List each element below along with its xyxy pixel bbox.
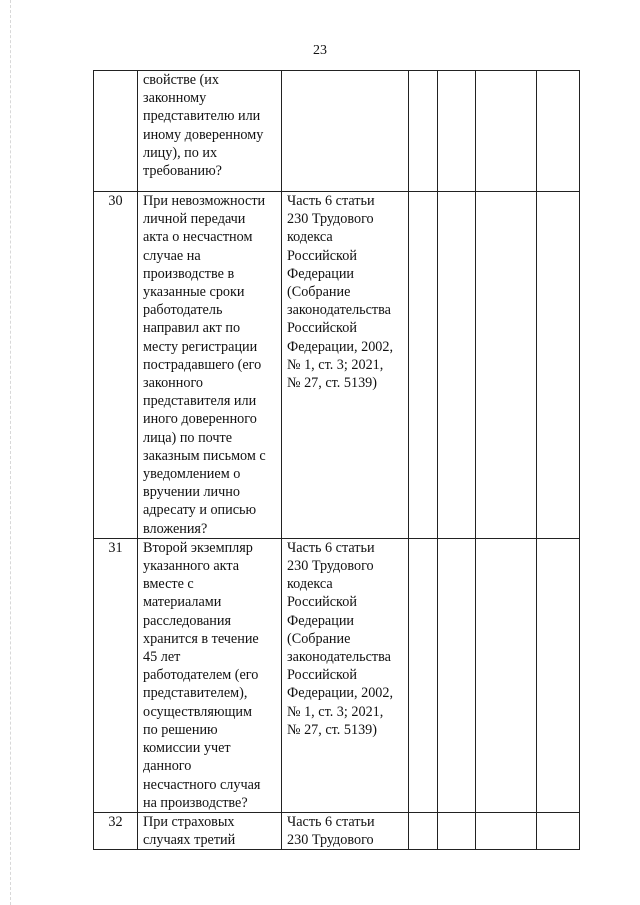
question-line: по решению: [143, 721, 218, 738]
question-line: представителя или: [143, 393, 257, 410]
question-line: работодатель: [143, 302, 223, 319]
answer-cell: [409, 538, 438, 812]
answer-cell: [438, 192, 476, 539]
question-line: работодателем (его: [143, 667, 259, 684]
question-line: направил акт по: [143, 320, 241, 337]
reference-line: Федерации, 2002,: [287, 685, 394, 702]
reference-line: законодательства: [287, 302, 391, 319]
question-line: хранится в течение: [143, 630, 259, 647]
question-line: месту регистрации: [143, 338, 258, 355]
reference-line: Российской: [287, 667, 357, 684]
question-cell: [138, 812, 282, 849]
answer-cell: [476, 192, 537, 539]
question-line: случаях третий: [143, 832, 236, 849]
question-line: указанные сроки: [143, 284, 245, 301]
question-line: законного: [143, 375, 204, 392]
reference-line: (Собрание: [287, 630, 351, 647]
table-row: [94, 71, 580, 192]
table-row: [94, 812, 580, 849]
answer-cell: [438, 812, 476, 849]
legal-reference-cell: [282, 192, 409, 539]
answer-cell: [438, 71, 476, 192]
reference-line: кодекса: [287, 576, 333, 593]
question-line: 45 лет: [143, 649, 181, 666]
question-line: иного доверенного: [143, 411, 257, 428]
question-line: личной передачи: [143, 211, 246, 228]
answer-cell: [476, 538, 537, 812]
question-line: несчастного случая: [143, 776, 261, 793]
question-cell: [138, 538, 282, 812]
question-line: заказным письмом с: [143, 447, 266, 464]
question-line: свойстве (их: [143, 72, 219, 88]
reference-line: законодательства: [287, 649, 391, 666]
question-line: иному доверенному: [143, 126, 264, 143]
question-line: на производстве?: [143, 794, 248, 811]
question-line: При страховых: [143, 813, 235, 830]
answer-cell: [537, 71, 580, 192]
answer-cell: [409, 192, 438, 539]
question-line: расследования: [143, 612, 232, 629]
legal-reference-cell: [282, 71, 409, 192]
reference-line: Федерации: [287, 612, 355, 629]
reference-line: Российской: [287, 320, 357, 337]
reference-line: № 1, ст. 3; 2021,: [287, 356, 384, 373]
question-line: осуществляющим: [143, 703, 252, 720]
question-line: случае на: [143, 247, 201, 264]
answer-cell: [537, 192, 580, 539]
reference-line: Часть 6 статьи: [287, 193, 375, 209]
answer-cell: [537, 538, 580, 812]
answer-cell: [409, 812, 438, 849]
reference-line: 230 Трудового: [287, 211, 374, 228]
reference-line: Российской: [287, 594, 357, 611]
question-line: акта о несчастном: [143, 229, 253, 246]
row-number-cell: [94, 71, 138, 192]
checklist-table: [93, 70, 580, 850]
reference-line: Федерации: [287, 265, 355, 282]
row-number-cell: 30: [94, 192, 138, 539]
question-cell: [138, 71, 282, 192]
question-line: комиссии учет: [143, 740, 231, 757]
reference-line: (Собрание: [287, 284, 351, 301]
reference-line: 230 Трудового: [287, 832, 374, 849]
table-row: [94, 192, 580, 539]
answer-cell: [476, 71, 537, 192]
question-line: При невозможности: [143, 193, 266, 209]
reference-line: кодекса: [287, 229, 333, 246]
answer-cell: [476, 812, 537, 849]
question-line: требованию?: [143, 163, 222, 180]
question-line: данного: [143, 758, 192, 775]
question-line: законному: [143, 90, 207, 107]
reference-line: Российской: [287, 247, 357, 264]
answer-cell: [537, 812, 580, 849]
question-line: лицу), по их: [143, 144, 218, 161]
question-line: материалами: [143, 594, 222, 611]
scan-edge-mark: [10, 0, 12, 905]
question-cell: [138, 192, 282, 539]
question-line: Второй экземпляр: [143, 539, 253, 556]
question-line: вместе с: [143, 576, 194, 593]
question-line: адресату и описью: [143, 502, 257, 519]
page-number: 23: [313, 43, 327, 58]
answer-cell: [409, 71, 438, 192]
legal-reference-cell: [282, 812, 409, 849]
question-line: производстве в: [143, 265, 235, 282]
reference-line: № 1, ст. 3; 2021,: [287, 703, 384, 720]
reference-line: Федерации, 2002,: [287, 338, 394, 355]
answer-cell: [438, 538, 476, 812]
row-number-cell: 31: [94, 538, 138, 812]
reference-line: 230 Трудового: [287, 558, 374, 575]
question-line: уведомлением о: [143, 466, 241, 483]
question-line: пострадавшего (его: [143, 356, 262, 373]
legal-reference-cell: [282, 538, 409, 812]
question-line: вручении лично: [143, 484, 240, 501]
question-line: представителю или: [143, 108, 261, 125]
reference-line: Часть 6 статьи: [287, 813, 375, 830]
row-number-cell: 32: [94, 812, 138, 849]
question-line: вложения?: [143, 520, 208, 537]
question-line: лица) по почте: [143, 429, 233, 446]
table-row: [94, 538, 580, 812]
reference-line: № 27, ст. 5139): [287, 375, 377, 392]
reference-line: Часть 6 статьи: [287, 539, 375, 556]
question-line: представителем),: [143, 685, 248, 702]
question-line: указанного акта: [143, 558, 240, 575]
reference-line: № 27, ст. 5139): [287, 721, 377, 738]
